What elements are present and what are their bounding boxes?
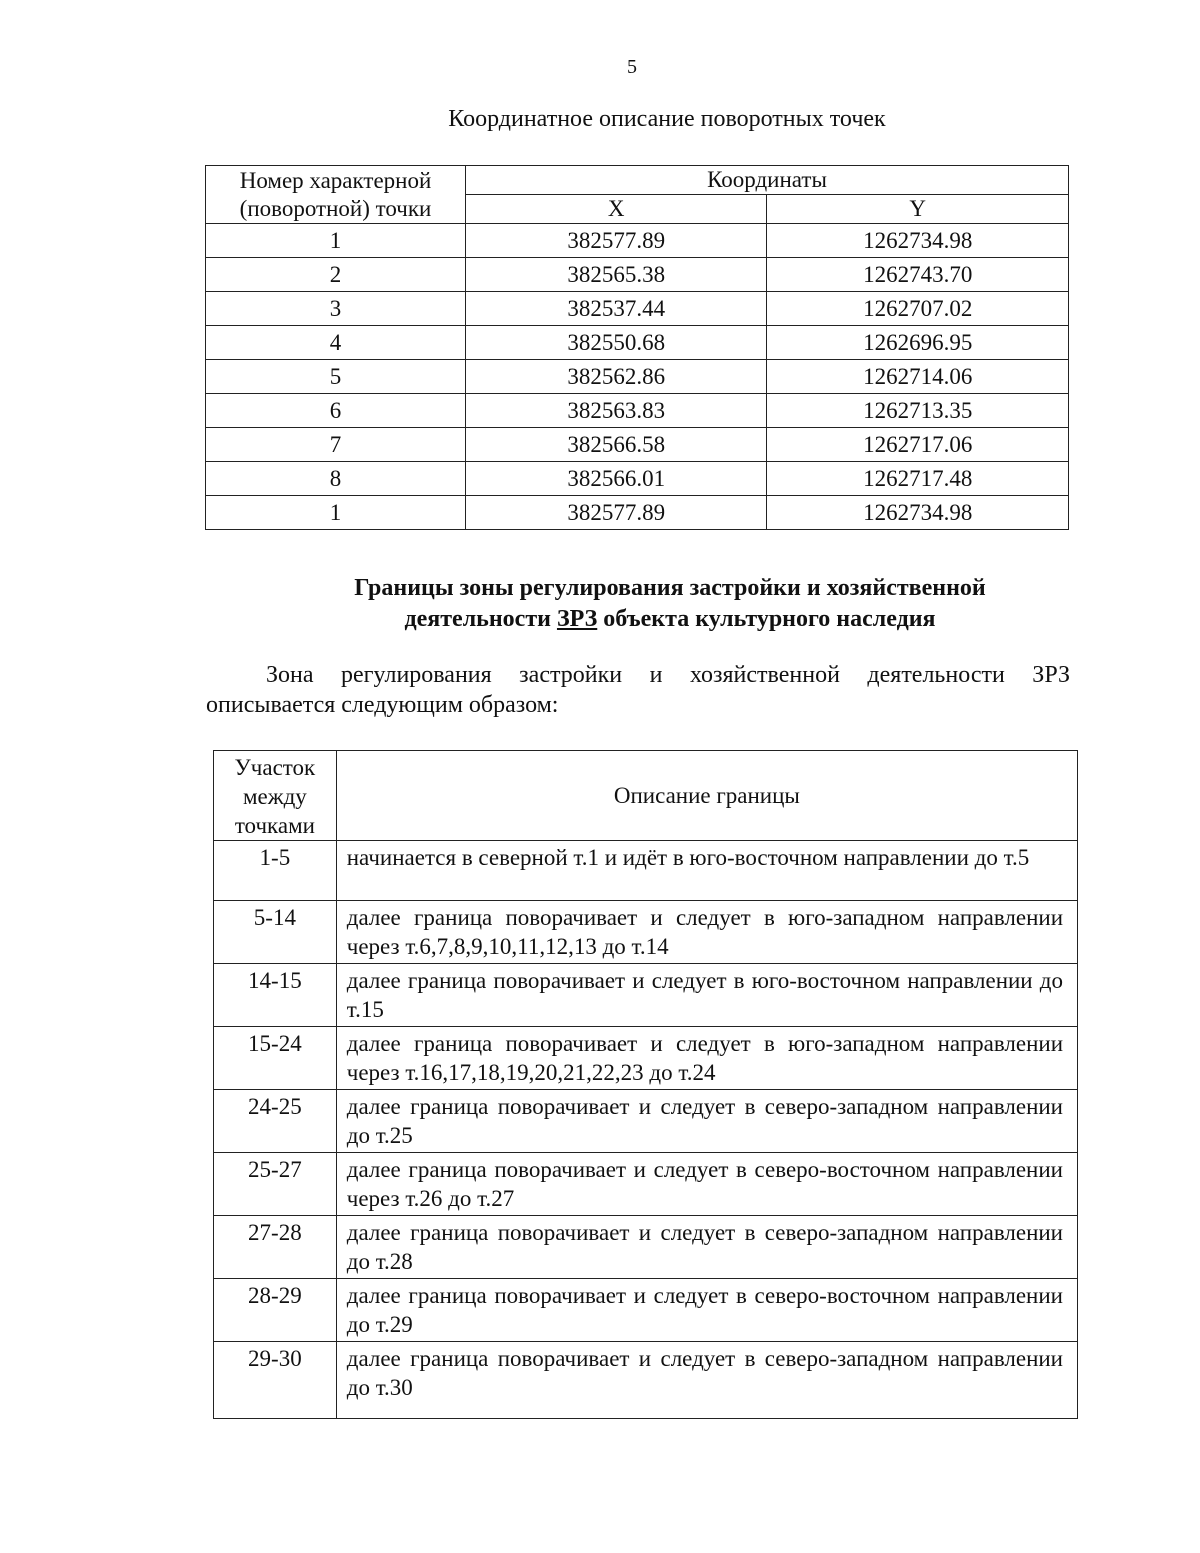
point-number: 8 <box>206 462 466 496</box>
header-segment-line3: точками <box>234 813 315 838</box>
boundary-description: далее граница поворачивает и следует в юго-восточном направлении до т.15 <box>336 964 1077 1027</box>
coord-x: 382563.83 <box>466 394 767 428</box>
coord-y: 1262734.98 <box>767 224 1069 258</box>
table-row <box>206 292 1069 326</box>
table-row <box>214 1216 1078 1279</box>
table-row <box>214 1153 1078 1216</box>
page-number: 5 <box>627 56 637 78</box>
segment-range: 14-15 <box>214 964 337 1027</box>
coord-y: 1262734.98 <box>767 496 1069 530</box>
table-row <box>214 1090 1078 1153</box>
zone-heading-line1: Границы зоны регулирования застройки и хозяйственной <box>354 575 986 601</box>
zone-paragraph: Зона регулирования застройки и хозяйственной деятельности ЗРЗ описывается следующим образом: <box>206 662 1070 718</box>
boundary-description: далее граница поворачивает и следует в северо-западном направлении до т.30 <box>336 1342 1077 1419</box>
zone-abbreviation: ЗРЗ <box>556 606 598 632</box>
table-row <box>206 496 1069 530</box>
boundary-description: далее граница поворачивает и следует в северо-западном направлении до т.25 <box>336 1090 1077 1153</box>
coord-y: 1262743.70 <box>767 258 1069 292</box>
boundary-description: далее граница поворачивает и следует в северо-западном направлении до т.28 <box>336 1216 1077 1279</box>
segment-range: 25-27 <box>214 1153 337 1216</box>
segment-range: 29-30 <box>214 1342 337 1419</box>
segment-range: 15-24 <box>214 1027 337 1090</box>
header-point-number-line2: (поворотной) точки <box>239 195 432 221</box>
header-segment-line2: между <box>242 784 307 809</box>
header-point-number-line1: Номер характерной <box>239 167 432 193</box>
coord-y: 1262713.35 <box>767 394 1069 428</box>
header-description: Описание границы <box>336 751 1077 841</box>
coord-y: 1262714.06 <box>767 360 1069 394</box>
point-number: 6 <box>206 394 466 428</box>
zone-heading <box>200 573 1140 635</box>
header-x: X <box>466 195 767 224</box>
coord-x: 382565.38 <box>466 258 767 292</box>
table-row <box>214 1027 1078 1090</box>
coord-y: 1262717.48 <box>767 462 1069 496</box>
point-number: 7 <box>206 428 466 462</box>
coord-x: 382566.01 <box>466 462 767 496</box>
table-row <box>206 462 1069 496</box>
table-row <box>214 964 1078 1027</box>
table-row <box>206 258 1069 292</box>
table-row <box>206 326 1069 360</box>
segment-range: 1-5 <box>214 841 337 901</box>
coords-table-title: Координатное описание поворотных точек <box>448 106 886 132</box>
table-row <box>214 1342 1078 1419</box>
table-row <box>206 360 1069 394</box>
point-number: 4 <box>206 326 466 360</box>
coord-x: 382566.58 <box>466 428 767 462</box>
point-number: 1 <box>206 496 466 530</box>
header-point-number <box>206 166 466 224</box>
coord-x: 382537.44 <box>466 292 767 326</box>
zone-heading-line2-pre: деятельности <box>404 606 557 632</box>
coord-x: 382577.89 <box>466 496 767 530</box>
boundary-description: далее граница поворачивает и следует в юго-западном направлении через т.6,7,8,9,10,11,12,13 до т.14 <box>336 901 1077 964</box>
boundary-description: далее граница поворачивает и следует в северо-восточном направлении до т.29 <box>336 1279 1077 1342</box>
segment-range: 28-29 <box>214 1279 337 1342</box>
table-row <box>214 901 1078 964</box>
coord-y: 1262696.95 <box>767 326 1069 360</box>
coord-x: 382577.89 <box>466 224 767 258</box>
table-row <box>214 1279 1078 1342</box>
table-row <box>206 224 1069 258</box>
header-segment <box>214 751 337 841</box>
header-y: Y <box>767 195 1069 224</box>
header-coordinates: Координаты <box>466 166 1069 195</box>
segment-range: 27-28 <box>214 1216 337 1279</box>
table-row <box>214 841 1078 901</box>
header-segment-line1: Участок <box>234 755 316 780</box>
point-number: 3 <box>206 292 466 326</box>
point-number: 2 <box>206 258 466 292</box>
coord-x: 382562.86 <box>466 360 767 394</box>
point-number: 5 <box>206 360 466 394</box>
table-row <box>206 428 1069 462</box>
coordinates-table <box>205 165 1069 530</box>
table-row <box>206 394 1069 428</box>
segment-range: 5-14 <box>214 901 337 964</box>
coord-x: 382550.68 <box>466 326 767 360</box>
boundaries-table <box>213 750 1078 1419</box>
point-number: 1 <box>206 224 466 258</box>
boundary-description: далее граница поворачивает и следует в юго-западном направлении через т.16,17,18,19,20,21,22,23 до т.24 <box>336 1027 1077 1090</box>
boundary-description: начинается в северной т.1 и идёт в юго-восточном направлении до т.5 <box>336 841 1077 901</box>
zone-heading-line2-post: объекта культурного наследия <box>597 606 936 632</box>
boundary-description: далее граница поворачивает и следует в северо-восточном направлении через т.26 до т.27 <box>336 1153 1077 1216</box>
coord-y: 1262707.02 <box>767 292 1069 326</box>
coord-y: 1262717.06 <box>767 428 1069 462</box>
segment-range: 24-25 <box>214 1090 337 1153</box>
